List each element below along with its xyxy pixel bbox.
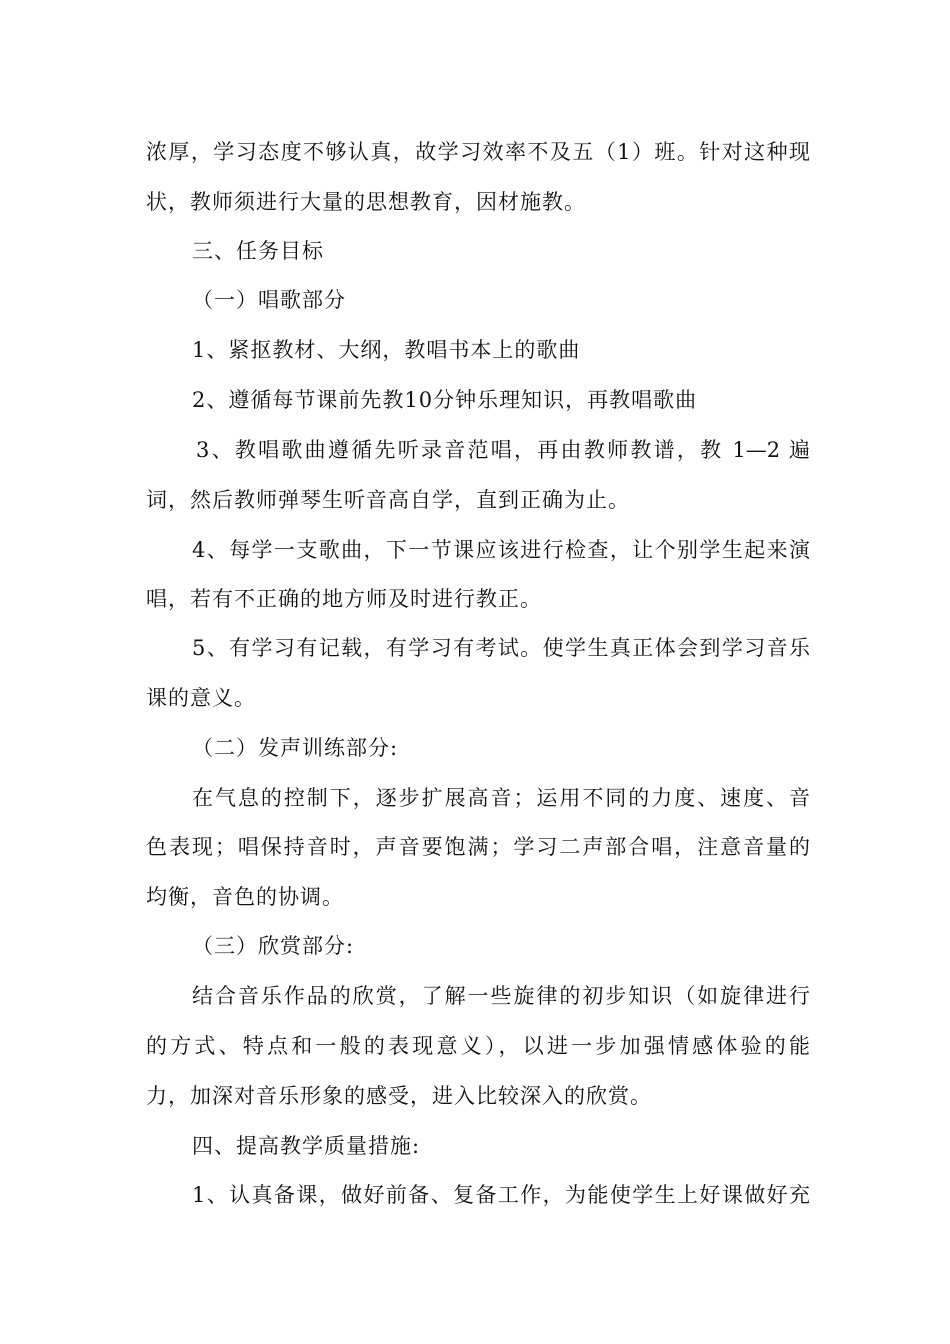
section-heading: 三、任务目标 — [192, 239, 324, 263]
list-item: 3、教唱歌曲遵循先听录音范唱，再由教师教谱，教 1—2 遍 — [196, 438, 810, 462]
paragraph-line: 的方式、特点和一般的表现意义），以进一步加强情感体验的能 — [146, 1034, 810, 1058]
paragraph-line: 色表现；唱保持音时，声音要饱满；学习二声部合唱，注意音量的 — [146, 835, 810, 859]
paragraph-line: 课的意义。 — [146, 686, 256, 710]
paragraph-line: 力，加深对音乐形象的感受，进入比较深入的欣赏。 — [146, 1084, 652, 1108]
list-item: 1、紧抠教材、大纲，教唱书本上的歌曲 — [192, 338, 581, 362]
paragraph-line: 浓厚，学习态度不够认真，故学习效率不及五（1）班。针对这种现 — [146, 140, 810, 164]
paragraph-line: 在气息的控制下，逐步扩展高音；运用不同的力度、速度、音 — [192, 786, 810, 810]
paragraph-line: 唱，若有不正确的地方师及时进行教正。 — [146, 587, 542, 611]
list-item: 1、认真备课，做好前备、复备工作，为能使学生上好课做好充 — [192, 1183, 810, 1207]
list-item: 4、每学一支歌曲，下一节课应该进行检查，让个别学生起来演 — [192, 538, 810, 562]
list-item: 5、有学习有记载，有学习有考试。使学生真正体会到学习音乐 — [192, 636, 810, 660]
section-heading: 四、提高教学质量措施: — [192, 1134, 421, 1158]
paragraph-line: 均衡，音色的协调。 — [146, 885, 344, 909]
subsection-heading: （一）唱歌部分 — [192, 288, 346, 312]
paragraph-line: 结合音乐作品的欣赏，了解一些旋律的初步知识（如旋律进行 — [192, 984, 810, 1008]
paragraph-line: 词，然后教师弹琴生听音高自学，直到正确为止。 — [146, 488, 630, 512]
paragraph-line: 状，教师须进行大量的思想教育，因材施教。 — [146, 190, 586, 214]
subsection-heading: （二）发声训练部分: — [192, 736, 399, 760]
subsection-heading: （三）欣赏部分: — [192, 934, 355, 958]
list-item: 2、遵循每节课前先教10分钟乐理知识，再教唱歌曲 — [192, 388, 698, 412]
